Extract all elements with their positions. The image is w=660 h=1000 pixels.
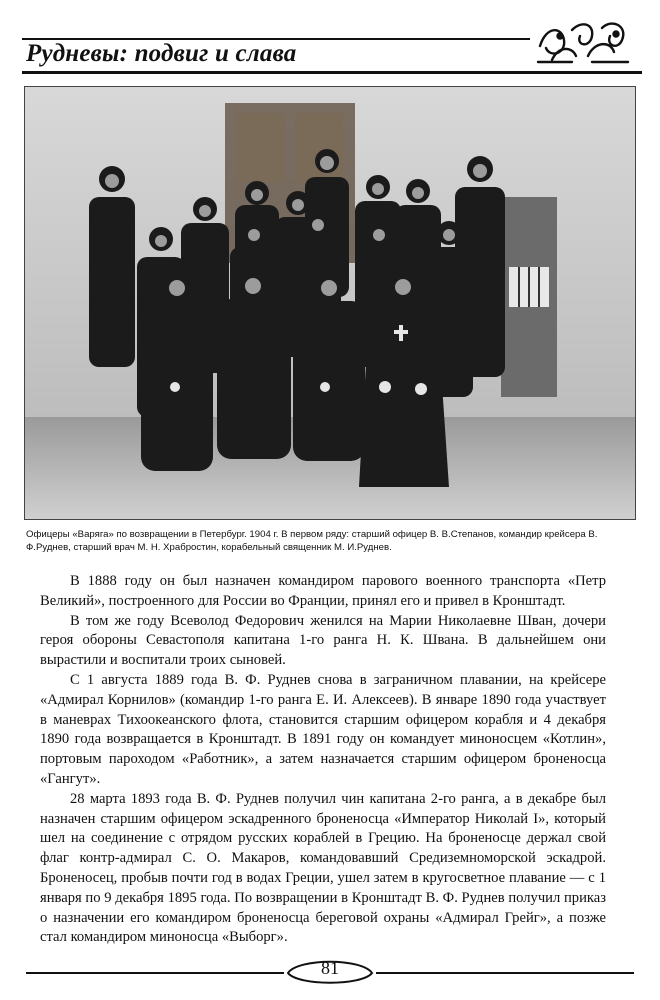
page-header [22, 10, 642, 72]
body-text [40, 572, 606, 948]
knotwork-ornament-icon [532, 16, 632, 68]
header-rule-bottom [22, 71, 642, 74]
running-title: Рудневы: подвиг и слава [26, 40, 297, 67]
paragraph: В 1888 году он был назначен командиром парового военного транспорта «Петр Великий», построенного для России во Франции, принял его и привел в Кронштадт. [40, 573, 606, 609]
paragraph: В том же году Всеволод Федорович женился на Марии Николаевне Шван, дочери героя обороны Севастополя капитана 1-го ранга Н. К. Швана. В дальнейшем они вырастили и воспитали троих сыновей. [40, 612, 606, 669]
paragraph: 28 марта 1893 года В. Ф. Руднев получил чин капитана 2-го ранга, а в декабре был назначен старшим офицером эскадренного броненосца «Император Николай I», который шел на соединение с отрядом русских кораблей в Грецию. На броненосце держал свой флаг контр-адмирал С. О. Макаров, командовавший Средиземноморской эскадрой. Броненосец, пробыв почти год в водах Греции, ушел затем в кругосветное плавание — с 1 января по 9 декабря 1895 года. По возвращении в Кронштадт В. Ф. Руднев получил приказ о назначении его командиром броненосца береговой охраны «Адмирал Грейг», а позже стал командиром миноносца «Выборг». [40, 790, 606, 946]
group-portrait-photo [24, 86, 636, 520]
photo-caption: Офицеры «Варяга» по возвращении в Петербург. 1904 г. В первом ряду: старший офицер В. В.Степанов, командир крейсера В. Ф.Руднев, старший врач М. Н. Храбростин, корабельный священник М. И.Руднев. [26, 529, 598, 553]
page-number: 81 [321, 958, 339, 978]
footer-rule-left [26, 972, 284, 974]
footer-rule-right [376, 972, 634, 974]
paragraph: С 1 августа 1889 года В. Ф. Руднев снова в заграничном плавании, на крейсере «Адмирал Корнилов» (командир 1-го ранга Е. И. Алексеев). В январе 1890 года участвует в маневрах Тихоокеанского флота, становится старшим офицером корабля и 4 декабря 1890 года возвращается в Кронштадт. В 1891 году он командует миноносцем «Котлин», портовым пароходом «Работник», а затем назначается старшим офицером броненосца «Гангут». [40, 671, 606, 787]
page-footer [26, 956, 634, 990]
